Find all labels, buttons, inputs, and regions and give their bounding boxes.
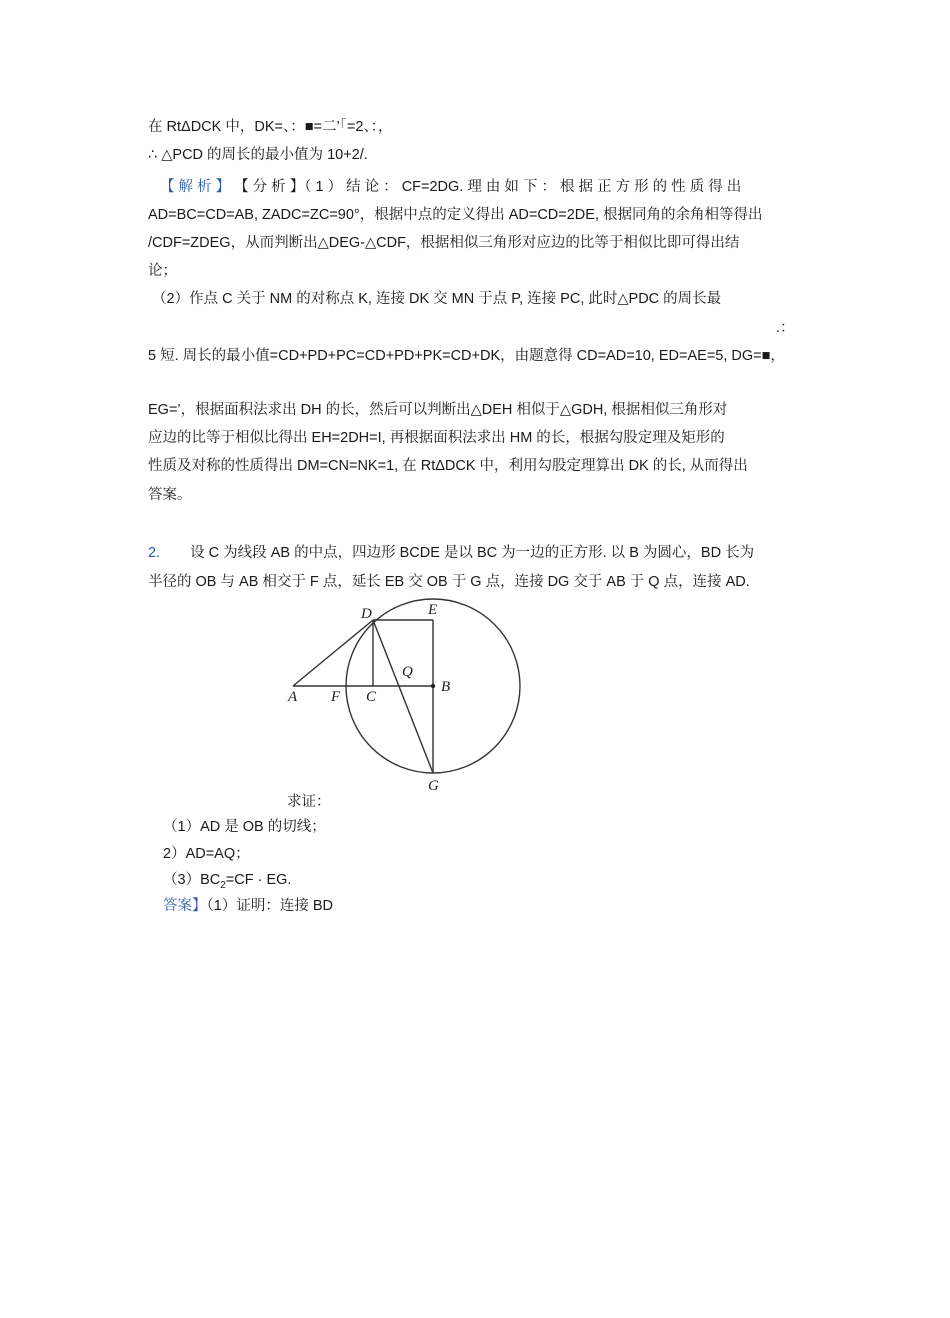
text-line: 答案。 xyxy=(148,487,192,503)
proof-item: 2）AD=AQ； xyxy=(163,846,250,862)
text-line: 性质及对称的性质得出 DM=CN=NK=1, 在 RtΔDCK 中，利用勾股定理算出 DK 的长, 从而得出 xyxy=(148,458,748,474)
label-g: G xyxy=(428,778,439,794)
label-c: C xyxy=(366,689,377,705)
question-line xyxy=(148,543,754,563)
point-b xyxy=(431,684,435,688)
label-b: B xyxy=(441,679,451,695)
text-line: 在 RtΔDCK 中，DK=、：■=二’「=2、：， xyxy=(148,119,393,135)
label-d: D xyxy=(361,606,372,622)
segment-dg xyxy=(373,620,433,773)
segment-ad xyxy=(293,620,373,686)
question-text: 设 C 为线段 AB 的中点，四边形 BCDE 是以 BC 为一边的正方形. 以 B 为圆心，BD 长为 xyxy=(190,545,755,561)
text-line: （2）作点 C 关于 NM 的对称点 K, 连接 DK 交 MN 于点 P, 连接 PC, 此时△PDC 的周长最 xyxy=(152,291,722,307)
proof-item: （1）AD 是 OB 的切线； xyxy=(163,819,326,835)
proof-item: $(3)BC_2=CF$ · EG. xyxy=(163,872,292,891)
label-e: E xyxy=(428,602,438,618)
analysis-text: 【 分 析 】（ 1 ） 结 论 ： CF=2DG. 理 由 如 下 ： 根 据 正 方 形 的 性 质 得 出 xyxy=(234,179,742,195)
answer-text: （1）证明：连接 BD xyxy=(206,898,333,914)
text-line: EG=’，根据面积法求出 DH 的长，然后可以判断出△DEH 相似于△GDH, 根据相似三角形对 xyxy=(148,402,728,418)
jiexi-label: 【 解 析 】 xyxy=(160,179,231,195)
prove-heading: 求证： xyxy=(287,794,331,810)
text-line: /CDF=ZDEG，从而判断出△DEG-△CDF，根据相似三角形对应边的比等于相似比即可得出结 xyxy=(148,235,740,251)
geometry-figure xyxy=(285,598,525,798)
answer-label: 答案】 xyxy=(163,898,207,914)
text-line: 应边的比等于相似比得出 EH=2DH=I, 再根据面积法求出 HM 的长，根据勾股定理及矩形的 xyxy=(148,430,725,446)
text-line: .： xyxy=(776,320,795,336)
text-line: 论； xyxy=(148,263,177,279)
label-a: A xyxy=(288,689,298,705)
label-q: Q xyxy=(402,664,413,680)
question-number: 2. xyxy=(148,545,161,561)
text-line: 5 短. 周长的最小值=CD+PD+PC=CD+PD+PK=CD+DK，由题意得 CD=AD=10, ED=AE=5, DG=■， xyxy=(148,348,785,364)
answer-line xyxy=(163,896,333,916)
text-line: ∴ △PCD 的周长的最小值为 10+2/. xyxy=(148,147,368,163)
analysis-line xyxy=(160,177,741,197)
label-f: F xyxy=(331,689,341,705)
question-line: 半径的 OB 与 AB 相交于 F 点，延长 EB 交 OB 于 G 点，连接 DG 交于 AB 于 Q 点，连接 AD. xyxy=(148,574,750,590)
text-line: AD=BC=CD=AB, ZADC=ZC=90°，根据中点的定义得出 AD=CD=2DE, 根据同角的余角相等得出 xyxy=(148,207,763,223)
